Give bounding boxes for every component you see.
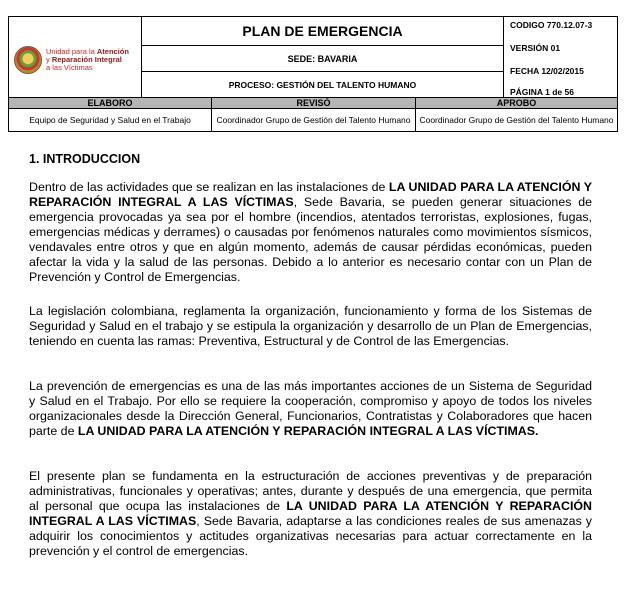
logo-line-2b: Reparación Integral (51, 55, 122, 64)
p1-text-a: Dentro de las actividades que se realizan en las instalaciones de (29, 180, 389, 194)
reviso-value: Coordinador Grupo de Gestión del Talento Humano (211, 108, 416, 132)
logo-line-1a: Unidad para la (46, 47, 97, 56)
entity-logo (14, 46, 129, 74)
fecha: FECHA 12/02/2015 (510, 66, 584, 76)
paragraph-3 (29, 379, 592, 439)
p3-text-a: La prevención de emergencias es una de las más importantes acciones de un Sistema de Seguridad y Salud en el Trabajo. Por ello se requiere la cooperación, compromiso y apoyo de todos los niveles organizacionales desde la Dirección General, Funcionarios, Contratistas y Colaboradores que hacen parte de (29, 379, 592, 438)
sede-label: SEDE: BAVARIA (141, 45, 504, 72)
document-metadata (503, 16, 618, 98)
reviso-header: REVISÓ (211, 97, 416, 109)
logo-cell (8, 16, 142, 98)
p1-entity-name: LA UNIDAD PARA LA ATENCIÓN Y REPARACIÓN INTEGRAL A LAS VÍCTIMAS (29, 180, 593, 209)
elaboro-header: ELABORO (8, 97, 212, 109)
paragraph-1 (29, 180, 592, 285)
version: VERSIÓN 01 (510, 43, 561, 53)
paragraph-2: La legislación colombiana, reglamenta la organización, funcionamiento y forma de los Sistemas de Seguridad y Salud en el trabajo y se estipula la organización y desarrollo de un Plan de Emergencias, teniendo en cuenta las ramas: Preventiva, Estructural y de Control de las Emergencias. (29, 304, 592, 348)
proceso-label: PROCESO: GESTIÓN DEL TALENTO HUMANO (141, 71, 504, 98)
pagina-label: PÁGINA (510, 87, 546, 97)
logo-text (46, 48, 129, 72)
section-heading: 1. INTRODUCCION (29, 152, 141, 166)
p3-entity-name: LA UNIDAD PARA LA ATENCIÓN Y REPARACIÓN INTEGRAL A LAS VÍCTIMAS. (77, 424, 539, 438)
codigo: CODIGO 770.12.07-3 (510, 20, 593, 30)
logo-line-3: a las Víctimas (46, 63, 93, 72)
logo-line-2a: y (46, 55, 52, 64)
p4-text-a: El presente plan se fundamenta en la estructuración de acciones preventivas y de preparación administrativas, funcionales y operativas; antes, durante y después de una emergencia, que permita al personal que ocupa las instalaciones de (29, 469, 592, 513)
p1-text-c: , Sede Bavaria, se pueden generar situaciones de emergencia provocadas ya sea por el hombre (incendios, atentados terroristas, explosiones, fugas, emergencias médicas y derrames) o causadas por fenómenos naturales como movimientos sísmicos, vendavales entre otros y que en algún momento, además de causar pérdidas económicas, pueden afectar la vida y la salud de las personas. Debido a lo anterior es necesario contar con un Plan de Prevención y Control de Emergencias. (29, 195, 592, 284)
p4-entity-name: LA UNIDAD PARA LA ATENCIÓN Y REPARACIÓN INTEGRAL A LAS VÍCTIMAS (29, 499, 592, 528)
elaboro-value: Equipo de Seguridad y Salud en el Trabajo (8, 108, 212, 132)
document-header (8, 16, 618, 132)
document-title: PLAN DE EMERGENCIA (141, 16, 504, 46)
page-number: 1 de 56 (545, 87, 574, 97)
logo-line-1b: Atención (96, 47, 129, 56)
p4-text-c: , Sede Bavaria, adaptarse a las condiciones reales de sus amenazas y adquirir los conocimientos y actitudes organizativas necesarias para actuar correctamente en la prevención y el control de emergencias. (29, 514, 592, 558)
coat-of-arms-icon (14, 46, 42, 74)
aprobo-header: APROBO (415, 97, 618, 109)
pagina (510, 87, 574, 97)
aprobo-value: Coordinador Grupo de Gestión del Talento Humano (415, 108, 618, 132)
paragraph-4 (29, 469, 592, 559)
